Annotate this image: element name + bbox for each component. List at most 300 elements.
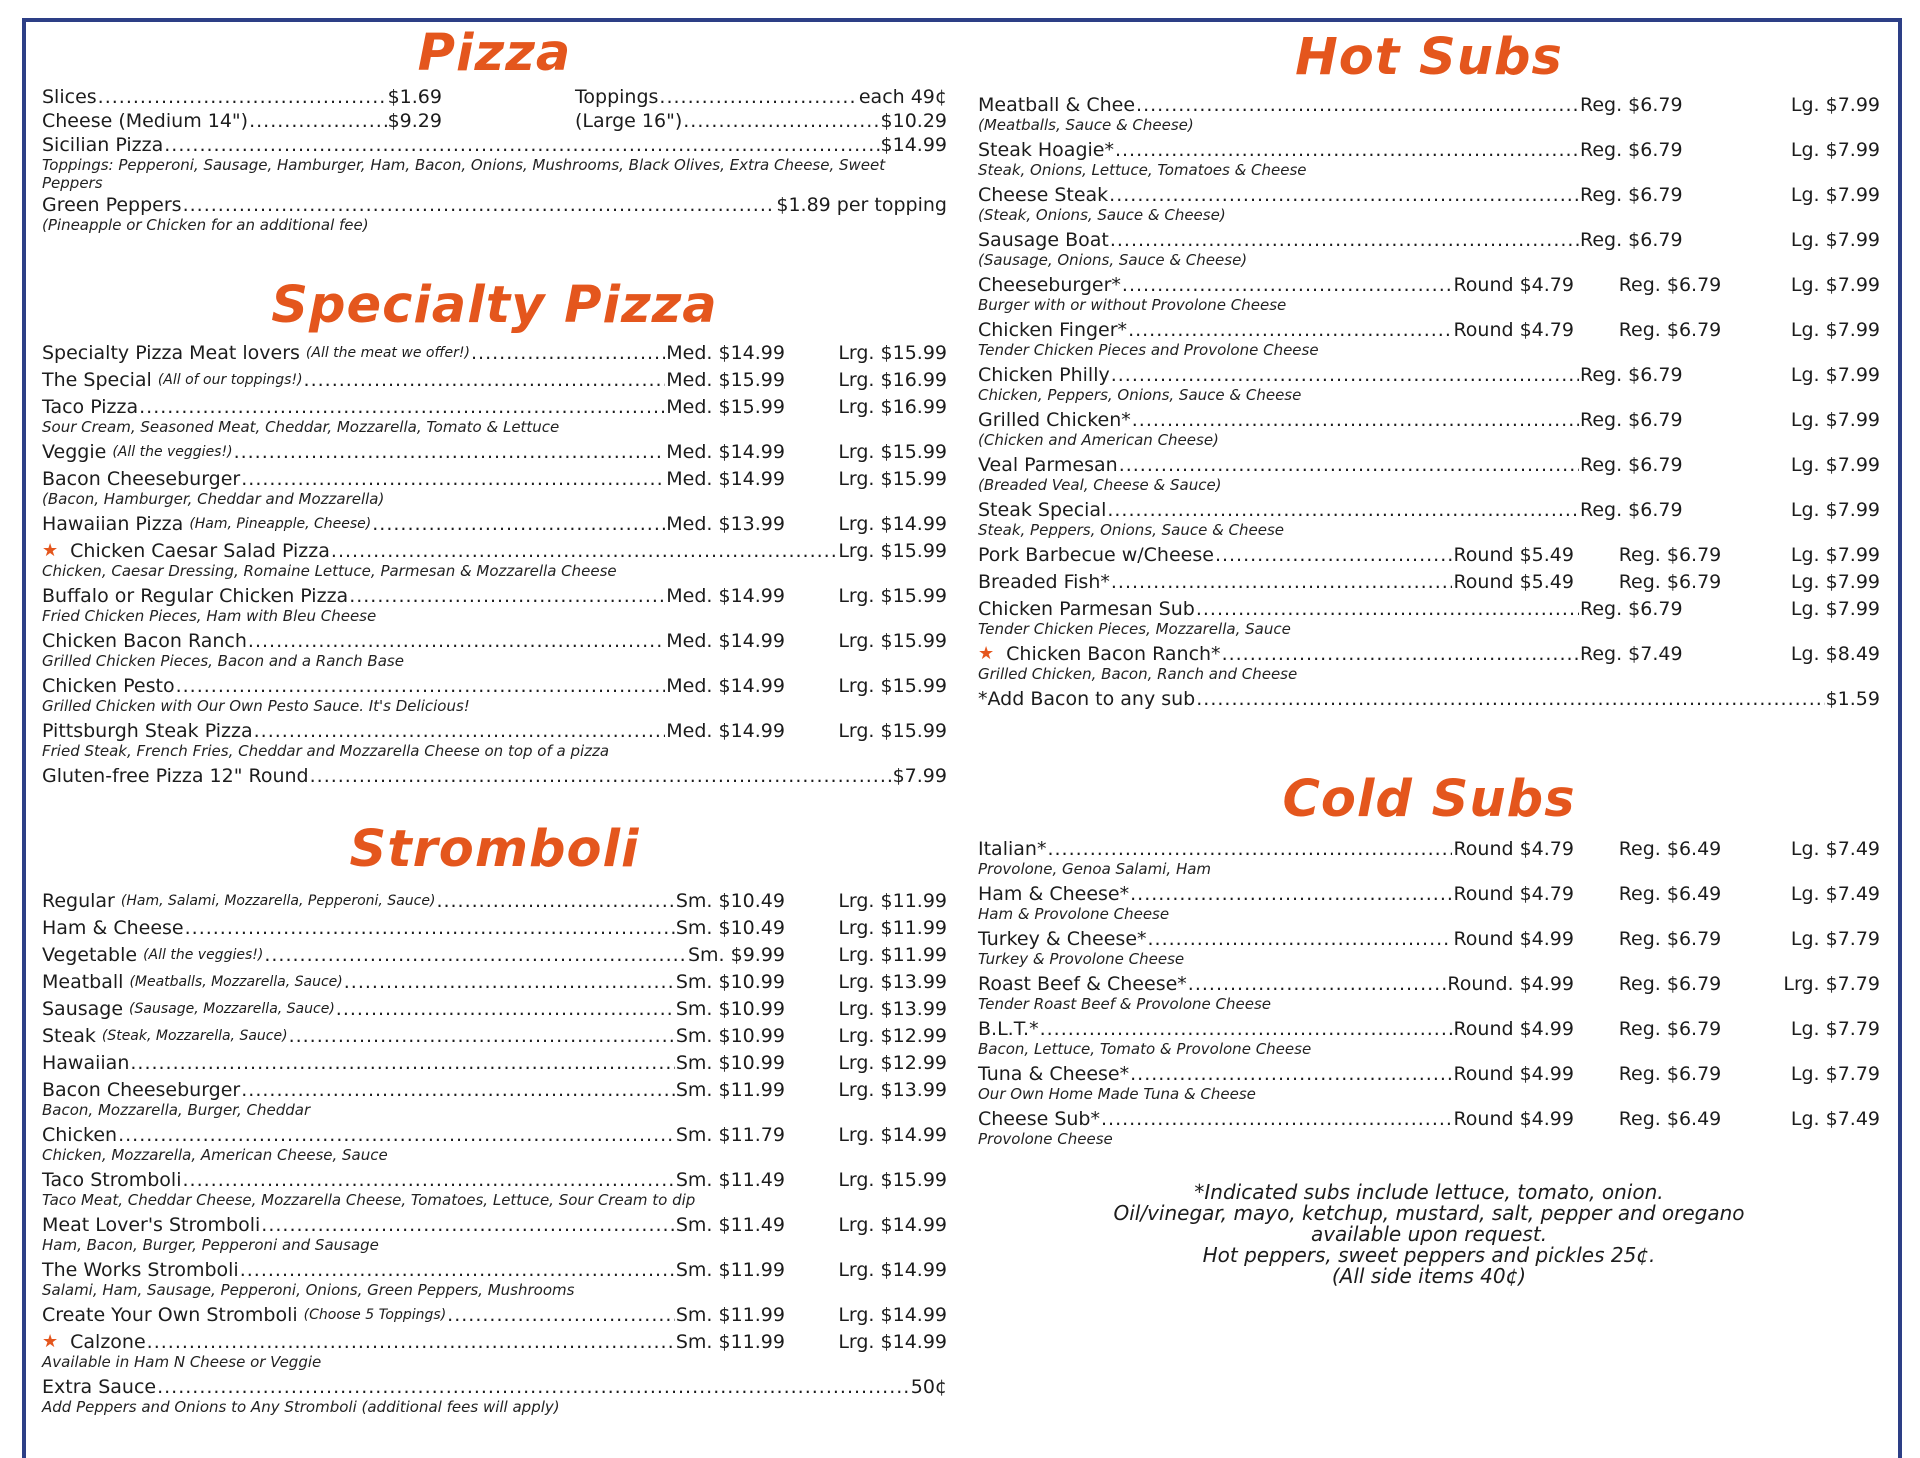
dot-leader — [1111, 571, 1453, 593]
price-regular: Reg. $6.79 — [1618, 1018, 1722, 1040]
dot-leader — [1109, 184, 1579, 206]
item-description: Bacon, Mozzarella, Burger, Cheddar — [42, 1101, 311, 1119]
dot-leader — [130, 1052, 675, 1074]
dot-leader — [176, 675, 666, 697]
price-large: Lg. $7.99 — [1790, 571, 1880, 593]
stromboli-section — [42, 820, 947, 1416]
item-description: Provolone Cheese — [978, 1130, 1113, 1148]
dot-leader — [183, 194, 776, 216]
item-name: Italian* — [978, 838, 1047, 860]
price-gap — [785, 585, 829, 607]
price-round: Round $4.99 — [1453, 1108, 1574, 1130]
dot-leader — [264, 944, 687, 966]
price-large: Lg. $7.99 — [1790, 544, 1880, 566]
price-large: Lrg. $14.99 — [838, 1124, 947, 1146]
price-large: Lg. $7.99 — [1790, 598, 1880, 620]
menu-item — [42, 134, 947, 156]
menu-item — [978, 1018, 1880, 1040]
dot-leader — [1107, 499, 1579, 521]
price-large: Lg. $7.99 — [1790, 454, 1880, 476]
item-note: (All the meat we offer!) — [305, 345, 470, 361]
price-round: Round $4.79 — [1453, 883, 1574, 905]
dot-leader — [249, 110, 387, 132]
price-regular: Reg. $6.79 — [1618, 928, 1722, 950]
item-note: (Ham, Pineapple, Cheese) — [189, 516, 372, 532]
price-gap — [785, 675, 829, 697]
price-regular: Reg. $6.79 — [1580, 139, 1683, 161]
dot-leader — [471, 342, 665, 364]
price-large: Lg. $7.49 — [1790, 883, 1880, 905]
price-regular: Reg. $6.79 — [1618, 973, 1722, 995]
price-large: Lg. $7.79 — [1790, 1018, 1880, 1040]
price-small: Med. $13.99 — [666, 513, 785, 535]
menu-item — [42, 1214, 947, 1236]
item-description: Steak, Peppers, Onions, Sauce & Cheese — [978, 521, 1285, 539]
item-name: Chicken — [42, 1124, 118, 1146]
price-large: Lg. $7.49 — [1790, 1108, 1880, 1130]
price-gap — [785, 1052, 829, 1074]
price-large: Lrg. $16.99 — [838, 396, 947, 418]
menu-item — [42, 342, 947, 364]
item-name: Sicilian Pizza — [42, 134, 164, 156]
item-name: Slices — [42, 86, 97, 108]
item-name: Sausage — [42, 998, 124, 1020]
item-name: The Works Stromboli — [42, 1259, 239, 1281]
price-large: Lg. $7.99 — [1790, 409, 1880, 431]
menu-item — [42, 86, 442, 108]
price-large: Lrg. $12.99 — [838, 1025, 947, 1047]
dot-leader — [683, 110, 879, 132]
footnote-line: Oil/vinegar, mayo, ketchup, mustard, salt, pepper and oregano — [1113, 1201, 1745, 1225]
dot-leader — [1119, 454, 1579, 476]
price-regular: Reg. $6.79 — [1580, 229, 1683, 251]
price-large: Lrg. $15.99 — [838, 468, 947, 490]
menu-item — [978, 499, 1880, 521]
dot-leader — [1148, 928, 1453, 950]
price-gap — [1574, 1018, 1610, 1040]
menu-item — [42, 110, 442, 132]
menu-item — [42, 765, 947, 787]
price-small: Med. $14.99 — [666, 585, 785, 607]
item-name: Grilled Chicken* — [978, 409, 1131, 431]
item-price: $9.29 — [387, 110, 442, 132]
menu-item — [978, 274, 1880, 296]
price-large: Lg. $7.99 — [1790, 364, 1880, 386]
price-regular: Reg. $6.79 — [1618, 1063, 1722, 1085]
menu-item — [42, 194, 947, 216]
price-large: Lrg. $7.79 — [1783, 973, 1880, 995]
item-description: Tender Roast Beef & Provolone Cheese — [978, 995, 1272, 1013]
menu-item — [42, 971, 947, 993]
menu-item — [978, 571, 1880, 593]
item-note: (All of our toppings!) — [157, 372, 303, 388]
price-regular: Reg. $6.79 — [1618, 544, 1722, 566]
price-large: Lrg. $16.99 — [838, 369, 947, 391]
item-description: Grilled Chicken Pieces, Bacon and a Ranch Base — [42, 652, 404, 670]
dot-leader — [372, 513, 665, 535]
price-large: Lg. $7.99 — [1790, 274, 1880, 296]
item-name: Roast Beef & Cheese* — [978, 973, 1187, 995]
item-description: Chicken, Caesar Dressing, Romaine Lettuce, Parmesan & Mozzarella Cheese — [42, 562, 617, 580]
menu-item — [42, 540, 947, 562]
item-description: Steak, Onions, Lettuce, Tomatoes & Cheese — [978, 161, 1307, 179]
price-gap — [785, 630, 829, 652]
price-small: Sm. $10.99 — [675, 1025, 785, 1047]
item-name: Vegetable — [42, 944, 138, 966]
item-name: Pittsburgh Steak Pizza — [42, 720, 253, 742]
price-small: Med. $14.99 — [666, 468, 785, 490]
price-gap — [785, 1169, 829, 1191]
price-regular: Reg. $6.49 — [1618, 1108, 1722, 1130]
item-note: (Meatballs, Mozzarella, Sauce) — [129, 974, 343, 990]
dot-leader — [1040, 1018, 1453, 1040]
dot-leader — [254, 720, 666, 742]
item-name: Meatball & Chee — [978, 94, 1136, 116]
menu-item — [42, 720, 947, 742]
item-name: Cheeseburger* — [978, 274, 1121, 296]
price-regular: Reg. $6.79 — [1580, 409, 1683, 431]
item-price: $1.69 — [387, 86, 442, 108]
menu-item — [42, 369, 947, 391]
item-description: Ham, Bacon, Burger, Pepperoni and Sausage — [42, 1236, 379, 1254]
dot-leader — [98, 86, 387, 108]
star-icon: ★ — [978, 643, 995, 664]
price-gap — [785, 1214, 829, 1236]
price-regular: Reg. $6.79 — [1580, 598, 1683, 620]
price-small: Med. $14.99 — [666, 441, 785, 463]
specialty-pizza-section — [42, 276, 947, 787]
dot-leader — [261, 1214, 675, 1236]
price-gap — [1574, 883, 1610, 905]
menu-item — [978, 409, 1880, 431]
price-large: Lrg. $14.99 — [838, 513, 947, 535]
price-round: Round $4.99 — [1453, 1063, 1574, 1085]
item-name: Toppings — [575, 86, 659, 108]
menu-item — [42, 1052, 947, 1074]
price-gap — [785, 917, 829, 939]
dot-leader — [1196, 688, 1824, 710]
item-price: $1.59 — [1825, 688, 1880, 710]
price-gap — [785, 890, 829, 912]
price-large: Lrg. $15.99 — [838, 441, 947, 463]
menu-item — [978, 838, 1880, 860]
star-icon: ★ — [42, 540, 59, 561]
item-description: Tender Chicken Pieces, Mozzarella, Sauce — [978, 620, 1291, 638]
menu-item — [42, 675, 947, 697]
item-name: Chicken Caesar Salad Pizza — [70, 540, 330, 562]
item-description: Taco Meat, Cheddar Cheese, Mozzarella Cheese, Tomatoes, Lettuce, Sour Cream to dip — [42, 1191, 696, 1209]
menu-item — [42, 513, 947, 535]
dot-leader — [118, 1124, 675, 1146]
dot-leader — [336, 998, 675, 1020]
price-small: Med. $15.99 — [666, 369, 785, 391]
price-small: Sm. $11.99 — [675, 1304, 785, 1326]
price-regular: Reg. $6.79 — [1580, 184, 1683, 206]
menu-item — [42, 1331, 947, 1353]
menu-item — [42, 1025, 947, 1047]
price-gap — [1574, 544, 1610, 566]
price-regular: Reg. $6.49 — [1618, 838, 1722, 860]
price-regular: Reg. $7.49 — [1580, 643, 1683, 665]
item-description: Fried Steak, French Fries, Cheddar and Mozzarella Cheese on top of a pizza — [42, 742, 610, 760]
item-name: Meatball — [42, 971, 124, 993]
menu-item — [42, 1259, 947, 1281]
price-small: Sm. $10.99 — [675, 1052, 785, 1074]
menu-item — [978, 598, 1880, 620]
item-name: Chicken Finger* — [978, 319, 1128, 341]
dot-leader — [1132, 409, 1579, 431]
item-name: Specialty Pizza Meat lovers — [42, 342, 300, 364]
item-description: Turkey & Provolone Cheese — [978, 950, 1185, 968]
price-large: Lg. $7.99 — [1790, 229, 1880, 251]
item-description: Toppings: Pepperoni, Sausage, Hamburger, Ham, Bacon, Onions, Mushrooms, Black Olives, Extra Cheese, Sweet Peppers — [42, 156, 886, 192]
cold-subs-heading: Cold Subs — [1282, 770, 1576, 829]
item-name: Hawaiian Pizza — [42, 513, 184, 535]
dot-leader — [1136, 94, 1579, 116]
item-description: (Sausage, Onions, Sauce & Cheese) — [978, 251, 1248, 269]
item-description: Bacon, Lettuce, Tomato & Provolone Cheese — [978, 1040, 1312, 1058]
dot-leader — [234, 441, 666, 463]
menu-item — [42, 441, 947, 463]
item-name: Chicken Parmesan Sub — [978, 598, 1195, 620]
pizza-heading: Pizza — [417, 24, 572, 83]
item-name: Taco Stromboli — [42, 1169, 182, 1191]
menu-item — [42, 1304, 947, 1326]
item-description: Provolone, Genoa Salami, Ham — [978, 860, 1212, 878]
pizza-section — [42, 24, 947, 234]
item-description: Tender Chicken Pieces and Provolone Cheese — [978, 341, 1319, 359]
menu-item — [42, 630, 947, 652]
price-round: Round $5.49 — [1453, 571, 1574, 593]
dot-leader — [1188, 973, 1447, 995]
menu-item — [978, 544, 1880, 566]
item-name: Sausage Boat — [978, 229, 1109, 251]
hot-subs-heading: Hot Subs — [1295, 28, 1563, 87]
dot-leader — [436, 890, 674, 912]
price-large: Lg. $7.99 — [1790, 94, 1880, 116]
dot-leader — [1215, 544, 1453, 566]
item-name: Steak — [42, 1025, 96, 1047]
price-small: Sm. $11.99 — [675, 1331, 785, 1353]
item-price: $10.29 — [880, 110, 947, 132]
item-name: Bacon Cheeseburger — [42, 1079, 241, 1101]
price-small: Sm. $11.79 — [675, 1124, 785, 1146]
item-description: Available in Ham N Cheese or Veggie — [42, 1353, 322, 1371]
menu-item — [978, 928, 1880, 950]
dot-leader — [349, 585, 665, 607]
item-description: Chicken, Peppers, Onions, Sauce & Cheese — [978, 386, 1302, 404]
star-icon: ★ — [42, 1331, 59, 1352]
price-gap — [785, 513, 829, 535]
hot-subs-list — [978, 94, 1880, 710]
price-large: Lrg. $14.99 — [838, 1304, 947, 1326]
item-name: Steak Hoagie* — [978, 139, 1114, 161]
price-regular: Reg. $6.79 — [1618, 571, 1722, 593]
price-gap — [785, 342, 829, 364]
item-note: (All the veggies!) — [143, 947, 264, 963]
dot-leader — [183, 1169, 675, 1191]
price-large: Lrg. $12.99 — [838, 1052, 947, 1074]
specialty-pizza-list — [42, 342, 947, 787]
price-large: Lrg. $15.99 — [838, 585, 947, 607]
price-large: Lrg. $14.99 — [838, 1214, 947, 1236]
price-gap — [785, 441, 829, 463]
price-small: Sm. $11.49 — [675, 1214, 785, 1236]
price-regular: Reg. $6.79 — [1618, 274, 1722, 296]
price-small: Sm. $11.99 — [675, 1079, 785, 1101]
menu-item — [978, 1108, 1880, 1130]
menu-item — [42, 1376, 947, 1398]
price-round: Round $4.79 — [1453, 319, 1574, 341]
price-large: Lg. $7.99 — [1790, 499, 1880, 521]
item-name: Bacon Cheeseburger — [42, 468, 241, 490]
item-description: Our Own Home Made Tuna & Cheese — [978, 1085, 1256, 1103]
dot-leader — [1122, 274, 1453, 296]
item-description: Chicken, Mozzarella, American Cheese, Sauce — [42, 1146, 388, 1164]
item-name: Cheese Steak — [978, 184, 1109, 206]
dot-leader — [331, 540, 837, 562]
cold-subs-footnote — [978, 1182, 1880, 1287]
price-large: Lrg. $13.99 — [838, 1079, 947, 1101]
menu-item — [42, 1079, 947, 1101]
price-round: Round $4.79 — [1453, 274, 1574, 296]
dot-leader — [1047, 838, 1452, 860]
item-price: $1.89 per topping — [776, 194, 947, 216]
price-large: Lg. $7.79 — [1790, 928, 1880, 950]
item-note: (Choose 5 Toppings) — [303, 1307, 447, 1323]
menu-item — [42, 1124, 947, 1146]
item-name: Meat Lover's Stromboli — [42, 1214, 261, 1236]
item-description: (Meatballs, Sauce & Cheese) — [978, 116, 1194, 134]
price-gap — [1574, 571, 1610, 593]
item-note: (Sausage, Mozzarella, Sauce) — [129, 1001, 335, 1017]
menu-item — [978, 184, 1880, 206]
price-small: Med. $14.99 — [666, 675, 785, 697]
price-gap — [785, 1124, 829, 1146]
menu-item — [978, 364, 1880, 386]
dot-leader — [1101, 1108, 1452, 1130]
item-description: Ham & Provolone Cheese — [978, 905, 1170, 923]
menu-item — [42, 998, 947, 1020]
price-large: Lrg. $14.99 — [838, 1331, 947, 1353]
price-gap — [785, 971, 829, 993]
dot-leader — [310, 765, 892, 787]
dot-leader — [241, 1079, 675, 1101]
item-name: Veggie — [42, 441, 107, 463]
price-small: Sm. $10.49 — [675, 890, 785, 912]
price-round: Round. $4.99 — [1447, 973, 1574, 995]
menu-item — [978, 688, 1880, 710]
item-name: Buffalo or Regular Chicken Pizza — [42, 585, 349, 607]
menu-item — [42, 944, 947, 966]
price-small: Med. $14.99 — [666, 720, 785, 742]
dot-leader — [659, 86, 857, 108]
item-description: Burger with or without Provolone Cheese — [978, 296, 1287, 314]
price-gap — [785, 998, 829, 1020]
dot-leader — [241, 468, 665, 490]
specialty-pizza-heading: Specialty Pizza — [271, 276, 718, 335]
menu-item — [978, 94, 1880, 116]
dot-leader — [1222, 643, 1579, 665]
price-small: Sm. $10.99 — [675, 971, 785, 993]
price-gap — [785, 1259, 829, 1281]
dot-leader — [1196, 598, 1579, 620]
item-name: Steak Special — [978, 499, 1107, 521]
item-name: Calzone — [70, 1331, 146, 1353]
menu-item — [575, 110, 947, 132]
item-name: B.L.T.* — [978, 1018, 1039, 1040]
menu-item — [575, 86, 947, 108]
price-large: $7.99 — [892, 765, 947, 787]
price-small: Sm. $11.49 — [675, 1169, 785, 1191]
menu-item — [978, 139, 1880, 161]
price-regular: Reg. $6.79 — [1580, 364, 1683, 386]
price-gap — [785, 720, 829, 742]
item-name: Veal Parmesan — [978, 454, 1118, 476]
dot-leader — [164, 134, 879, 156]
item-name: Chicken Bacon Ranch* — [1006, 643, 1221, 665]
price-large: Lg. $7.79 — [1790, 1063, 1880, 1085]
menu-item — [42, 396, 947, 418]
item-name: Turkey & Cheese* — [978, 928, 1147, 950]
dot-leader — [1111, 364, 1579, 386]
price-gap — [785, 1025, 829, 1047]
menu-item — [978, 1063, 1880, 1085]
price-small: Med. $14.99 — [666, 342, 785, 364]
price-regular: Reg. $6.79 — [1580, 94, 1683, 116]
price-small: Sm. $9.99 — [687, 944, 785, 966]
dot-leader — [139, 396, 665, 418]
item-name: Chicken Philly — [978, 364, 1110, 386]
price-gap — [785, 944, 829, 966]
price-small: Sm. $10.99 — [675, 998, 785, 1020]
item-price: $14.99 — [880, 134, 947, 156]
item-note: (Ham, Salami, Mozzarella, Pepperoni, Sauce) — [120, 893, 436, 909]
price-regular: Reg. $6.49 — [1618, 883, 1722, 905]
price-large: Lrg. $11.99 — [838, 944, 947, 966]
price-large: Lrg. $13.99 — [838, 998, 947, 1020]
item-name: Taco Pizza — [42, 396, 139, 418]
item-description: Add Peppers and Onions to Any Stromboli (additional fees will apply) — [42, 1398, 560, 1416]
price-gap — [785, 1304, 829, 1326]
price-gap — [1574, 973, 1610, 995]
item-description: Salami, Ham, Sausage, Pepperoni, Onions, Green Peppers, Mushrooms — [42, 1281, 575, 1299]
item-note: (Steak, Mozzarella, Sauce) — [101, 1028, 288, 1044]
price-gap — [1574, 319, 1610, 341]
item-name: Cheese Sub* — [978, 1108, 1100, 1130]
item-description: Grilled Chicken, Bacon, Ranch and Cheese — [978, 665, 1298, 683]
price-round: Round $5.49 — [1453, 544, 1574, 566]
price-large: Lg. $7.99 — [1790, 139, 1880, 161]
price-large: Lrg. $14.99 — [838, 1259, 947, 1281]
price-large: Lg. $7.99 — [1790, 184, 1880, 206]
item-name: Chicken Bacon Ranch — [42, 630, 247, 652]
price-regular: Reg. $6.79 — [1580, 454, 1683, 476]
item-description: Sour Cream, Seasoned Meat, Cheddar, Mozzarella, Tomato & Lettuce — [42, 418, 560, 436]
price-small: Med. $14.99 — [666, 630, 785, 652]
item-name: Hawaiian — [42, 1052, 130, 1074]
menu-item — [978, 229, 1880, 251]
item-name: Chicken Pesto — [42, 675, 175, 697]
item-name: The Special — [42, 369, 152, 391]
menu-item — [42, 890, 947, 912]
dot-leader — [240, 1259, 675, 1281]
item-name: Ham & Cheese — [42, 917, 184, 939]
item-description: Fried Chicken Pieces, Ham with Bleu Cheese — [42, 607, 377, 625]
item-price: each 49¢ — [858, 86, 947, 108]
menu-item — [978, 454, 1880, 476]
price-large: Lrg. $15.99 — [838, 1169, 947, 1191]
